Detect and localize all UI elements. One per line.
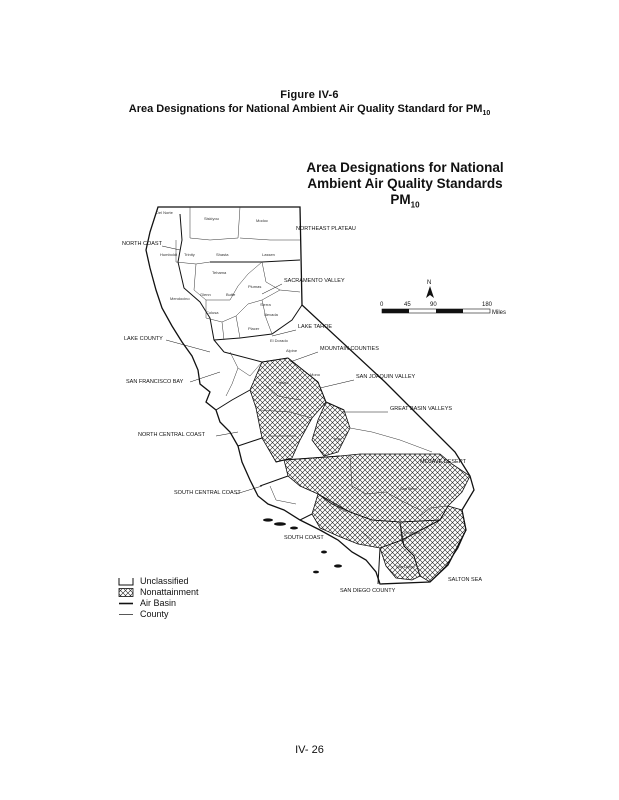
north-arrow-icon: [426, 286, 434, 298]
legend-item-air-basin: [118, 598, 199, 609]
label-northeast-plateau: NORTHEAST PLATEAU: [296, 226, 356, 232]
county-trinity: Trinity: [184, 252, 195, 257]
county-sierra: Sierra: [260, 302, 271, 307]
label-north-coast: NORTH COAST: [122, 241, 162, 247]
legend: [118, 576, 199, 620]
legend-item-county: [118, 609, 199, 620]
label-san-joaquin-valley: SAN JOAQUIN VALLEY: [356, 374, 416, 380]
label-lake-county: LAKE COUNTY: [124, 336, 163, 342]
label-mountain-counties: MOUNTAIN COUNTIES: [320, 346, 379, 352]
county-humboldt: Humboldt: [160, 252, 178, 257]
county-mendocino: Mendocino: [170, 296, 190, 301]
county-modoc: Modoc: [256, 218, 269, 223]
county-san-bernardino: San Bern.: [400, 486, 418, 491]
scale-bar: [380, 302, 506, 316]
label-north-central-coast: NORTH CENTRAL COAST: [138, 432, 205, 438]
legend-label-nonattainment: Nonattainment: [140, 587, 199, 597]
scale-tick-45: 45: [404, 302, 411, 308]
label-great-basin-valleys: GREAT BASIN VALLEYS: [390, 406, 453, 412]
map-title-line2: Ambient Air Quality Standards: [307, 176, 503, 191]
county-butte: Butte: [226, 292, 236, 297]
legend-item-nonattainment: [118, 587, 199, 598]
label-south-coast: SOUTH COAST: [284, 535, 324, 541]
page-number: IV- 26: [295, 744, 324, 756]
county-line-icon: [118, 610, 134, 619]
nonattainment-areas: [250, 358, 470, 582]
county-mono: Mono: [310, 372, 321, 377]
legend-label-unclassified: Unclassified: [140, 576, 189, 586]
scale-tick-180: 180: [482, 302, 493, 308]
legend-item-unclassified: [118, 576, 199, 587]
scale-tick-90: 90: [430, 302, 437, 308]
north-arrow-label: N: [427, 280, 432, 286]
label-salton-sea: SALTON SEA: [448, 577, 483, 583]
label-south-central-coast: SOUTH CENTRAL COAST: [174, 490, 241, 496]
map-title-line1: Area Designations for National: [306, 160, 504, 175]
county-riverside: Riverside: [404, 530, 421, 535]
county-tehama: Tehama: [212, 270, 227, 275]
county-plumas: Plumas: [248, 284, 262, 289]
county-siskiyou: Siskiyou: [204, 216, 219, 221]
figure-subtitle-subscript: 10: [482, 110, 491, 118]
county-inyo: Inyo: [334, 436, 342, 441]
county-alpine: Alpine: [286, 348, 298, 353]
scale-unit: Miles: [492, 310, 507, 316]
county-el-dorado: El Dorado: [270, 338, 288, 343]
county-colusa: Colusa: [206, 310, 219, 315]
north-arrow: [426, 280, 434, 298]
map-title-pm: PM: [390, 192, 411, 207]
county-placer: Placer: [248, 326, 260, 331]
county-del-norte: Del Norte: [156, 210, 173, 215]
legend-label-county: County: [140, 609, 169, 619]
county-nevada: Nevada: [264, 312, 278, 317]
figure-subtitle-text: Area Designations for National Ambient Air Quality Standard for PM: [128, 103, 483, 115]
map-title-pm-subscript: 10: [410, 200, 420, 210]
county-lassen: Lassen: [262, 252, 275, 257]
county-glenn: Glenn: [200, 292, 211, 297]
figure-title: Figure IV-6: [280, 89, 339, 101]
label-lake-tahoe: LAKE TAHOE: [298, 324, 333, 330]
label-san-francisco-bay: SAN FRANCISCO BAY: [126, 379, 184, 385]
county-san-diego: San Diego: [396, 564, 415, 569]
nonattainment-swatch-icon: [118, 588, 134, 597]
label-sacramento-valley: SACRAMENTO VALLEY: [284, 278, 345, 284]
label-san-diego-county: SAN DIEGO COUNTY: [340, 588, 396, 594]
air-basin-line-icon: [118, 599, 134, 608]
county-shasta: Shasta: [216, 252, 229, 257]
unclassified-swatch-icon: [118, 577, 134, 586]
legend-label-air-basin: Air Basin: [140, 598, 177, 608]
label-mojave-desert: MOJAVE DESERT: [420, 459, 466, 465]
county-fresno: Fresno: [276, 380, 289, 385]
scale-tick-0: 0: [380, 302, 384, 308]
